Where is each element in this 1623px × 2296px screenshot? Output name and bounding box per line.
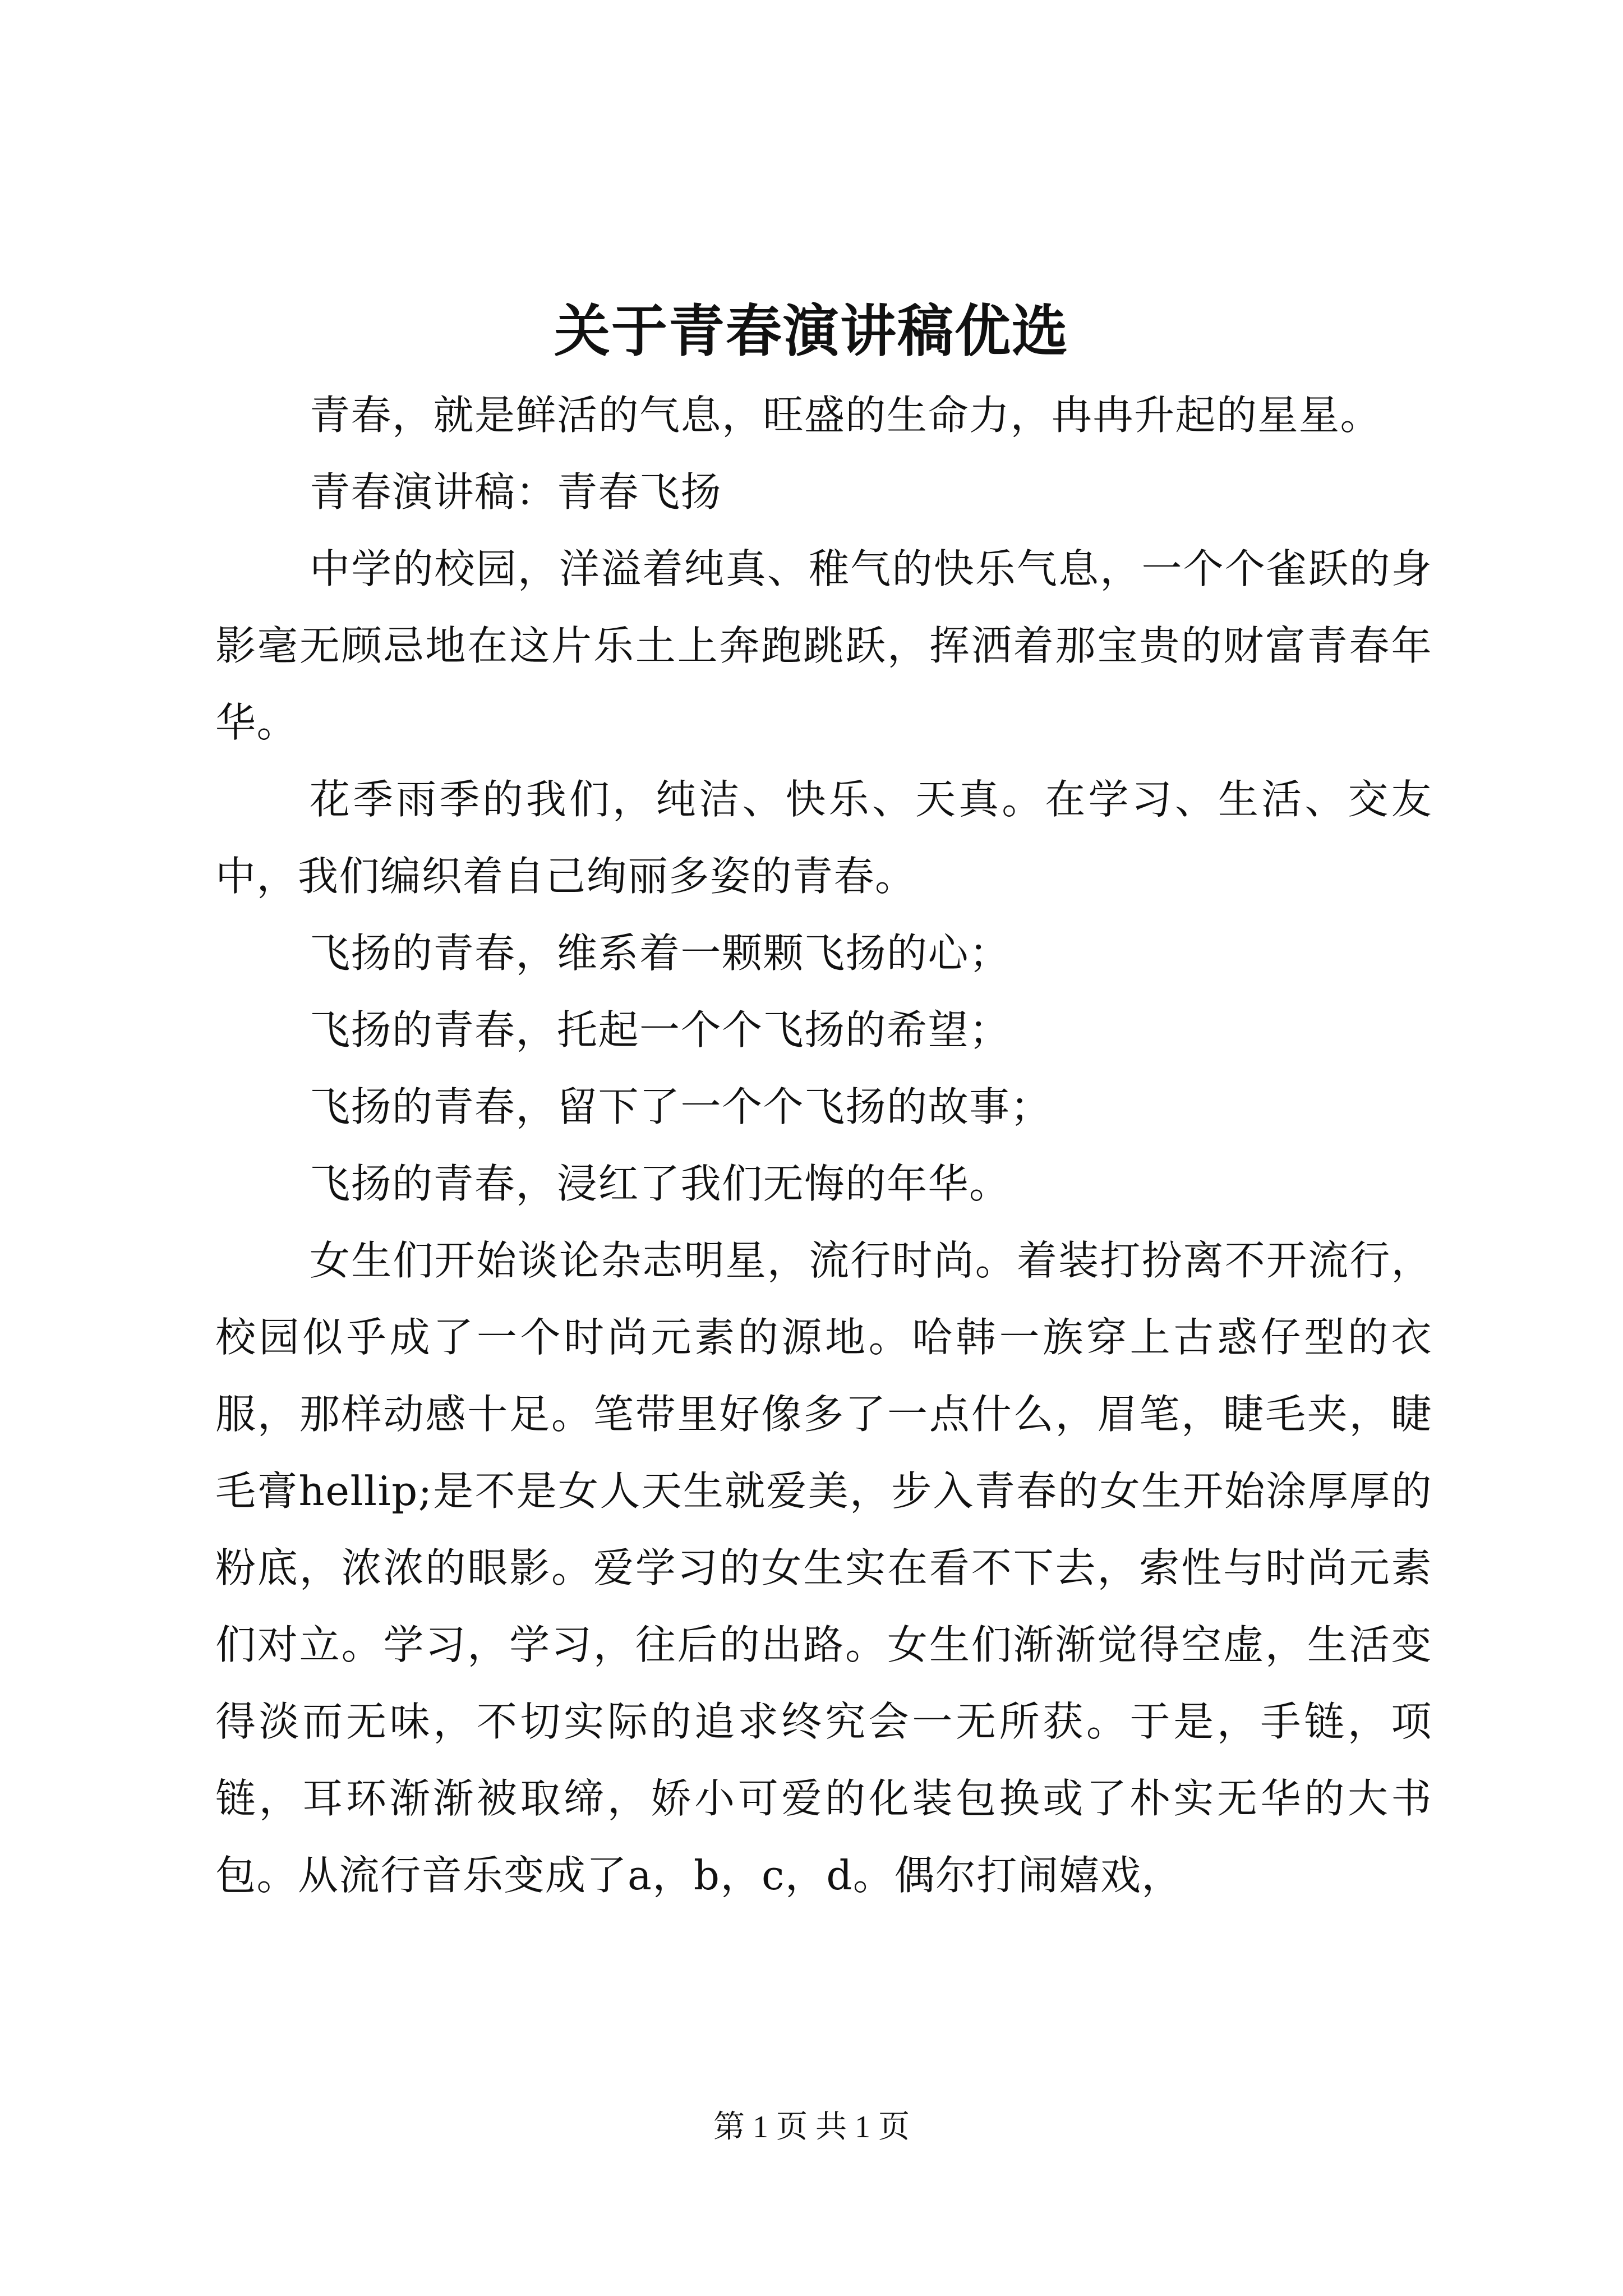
paragraph-3: 中学的校园，洋溢着纯真、稚气的快乐气息，一个个雀跃的身影毫无顾忌地在这片乐土上奔跑跳跃，挥洒着那宝贵的财富青春年华。 xyxy=(215,545,1432,746)
paragraph-7: 飞扬的青春，留下了一个个飞扬的故事； xyxy=(310,1083,1052,1130)
paragraph-4: 花季雨季的我们，纯洁、快乐、天真。在学习、生活、交友中，我们编织着自己绚丽多姿的青春。 xyxy=(215,776,1432,900)
paragraph-6: 飞扬的青春，托起一个个飞扬的希望； xyxy=(310,1006,1011,1053)
document-body xyxy=(215,377,1432,1914)
page-number-footer: 第 1 页 共 1 页 xyxy=(713,2110,910,2145)
paragraph-9: 女生们开始谈论杂志明星，流行时尚。着装打扮离不开流行，校园似乎成了一个时尚元素的源地。哈韩一族穿上古惑仔型的衣服，那样动感十足。笔带里好像多了一点什么，眉笔，睫毛夹，睫毛膏hellip;是不是女人天生就爱美，步入青春的女生开始涂厚厚的粉底，浓浓的眼影。爱学习的女生实在看不下去，索性与时尚元素们对立。学习，学习，往后的出路。女生们渐渐觉得空虚，生活变得淡而无味，不切实际的追求终究会一无所获。于是，手链，项链，耳环渐渐被取缔，娇小可爱的化装包换或了朴实无华的大书包。从流行音乐变成了a，b，c，d。偶尔打闹嬉戏， xyxy=(215,1237,1432,1899)
document-title: 关于青春演讲稿优选 xyxy=(554,298,1069,364)
paragraph-5: 飞扬的青春，维系着一颗颗飞扬的心； xyxy=(310,930,1011,977)
paragraph-2: 青春演讲稿：青春飞扬 xyxy=(310,468,722,516)
paragraph-8: 飞扬的青春，浸红了我们无悔的年华。 xyxy=(310,1160,1011,1207)
paragraph-1: 青春，就是鲜活的气息，旺盛的生命力，冉冉升起的星星。 xyxy=(310,392,1382,439)
